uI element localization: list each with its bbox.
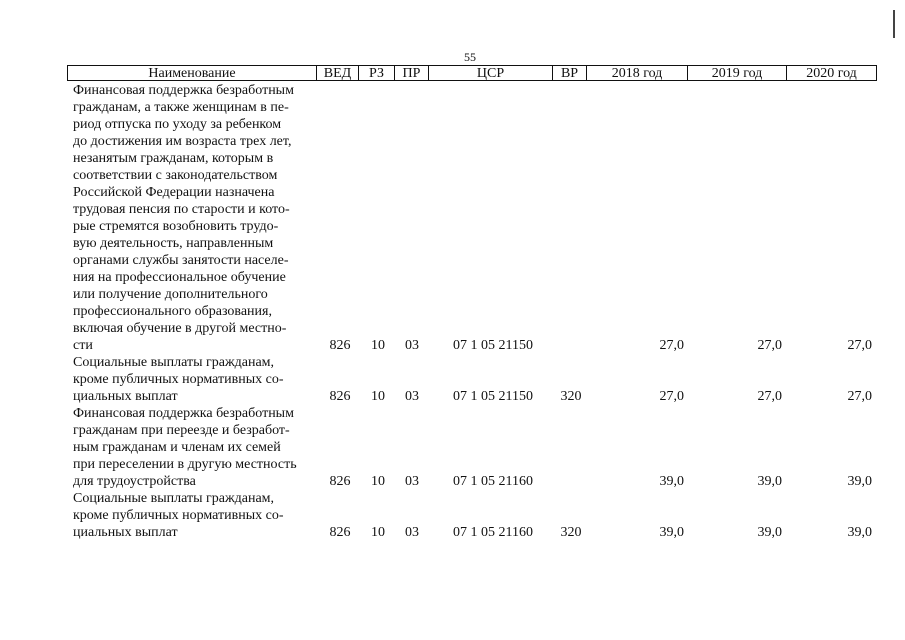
row-name-line: Социальные выплаты гражданам,	[73, 355, 275, 370]
cell-csr: 07 1 05 21150	[453, 338, 533, 353]
cell-2020: 27,0	[847, 338, 872, 353]
row-name-line: незанятым гражданам, которым в	[73, 151, 274, 166]
cell-2020: 27,0	[847, 389, 872, 404]
header-pr: ПР	[395, 66, 429, 80]
cell-pr: 03	[405, 389, 419, 404]
header-2019: 2019 год	[688, 66, 787, 80]
row-name-line: сти	[73, 338, 93, 353]
header-2020: 2020 год	[806, 66, 857, 81]
cell-vr: 320	[560, 389, 582, 404]
row-name-line: профессионального образования,	[73, 304, 272, 319]
row-name-line: рые стремятся возобновить трудо-	[73, 219, 279, 234]
cell-ved: 826	[329, 338, 351, 353]
cell-rz: 10	[371, 474, 385, 489]
cell-ved: 826	[329, 525, 351, 540]
row-name-line: при переселении в другую местность	[73, 457, 297, 472]
page-number: 55	[464, 50, 476, 64]
row-name-line: Финансовая поддержка безработным	[73, 406, 294, 421]
row-name-line: ным гражданам и членам их семей	[73, 440, 281, 455]
row-name-line: или получение дополнительного	[73, 287, 268, 302]
row-name-line: Социальные выплаты гражданам,	[73, 491, 275, 506]
cell-2018: 27,0	[659, 389, 684, 404]
row-name-line: Финансовая поддержка безработным	[73, 83, 294, 98]
cell-rz: 10	[371, 338, 385, 353]
table-header	[67, 65, 877, 81]
row-name-line: риод отпуска по уходу за ребенком	[73, 117, 282, 132]
cell-2020: 39,0	[847, 474, 872, 489]
cell-vr: 320	[560, 525, 582, 540]
cell-2019: 39,0	[757, 525, 782, 540]
row-name-line: для трудоустройства	[73, 474, 196, 489]
cell-2018: 27,0	[659, 338, 684, 353]
row-name-line: циальных выплат	[73, 525, 178, 540]
page-edge-mark	[893, 10, 895, 38]
row-name-line: ния на профессиональное обучение	[73, 270, 286, 285]
cell-csr: 07 1 05 21150	[453, 389, 533, 404]
row-name-line: до достижения им возраста трех лет,	[73, 134, 292, 149]
row-name-line: трудовая пенсия по старости и кото-	[73, 202, 290, 217]
cell-pr: 03	[405, 474, 419, 489]
cell-2020: 39,0	[847, 525, 872, 540]
cell-2019: 27,0	[757, 338, 782, 353]
cell-ved: 826	[329, 474, 351, 489]
cell-2018: 39,0	[659, 525, 684, 540]
row-name-line: гражданам, а также женщинам в пе-	[73, 100, 289, 115]
header-ved: ВЕД	[317, 66, 359, 80]
cell-rz: 10	[371, 389, 385, 404]
row-name-line: соответствии с законодательством	[73, 168, 278, 183]
row-name-line: кроме публичных нормативных со-	[73, 508, 284, 523]
cell-rz: 10	[371, 525, 385, 540]
header-rz: РЗ	[359, 66, 395, 80]
cell-2018: 39,0	[659, 474, 684, 489]
header-name: Наименование	[68, 66, 317, 80]
row-name-line: циальных выплат	[73, 389, 178, 404]
row-name-line: вую деятельность, направленным	[73, 236, 274, 251]
row-name-line: гражданам при переезде и безработ-	[73, 423, 290, 438]
header-csr: ЦСР	[429, 66, 553, 80]
cell-csr: 07 1 05 21160	[453, 474, 533, 489]
row-name-line: Российской Федерации назначена	[73, 185, 275, 200]
cell-csr: 07 1 05 21160	[453, 525, 533, 540]
cell-pr: 03	[405, 525, 419, 540]
cell-2019: 39,0	[757, 474, 782, 489]
row-name-line: включая обучение в другой местно-	[73, 321, 287, 336]
cell-2019: 27,0	[757, 389, 782, 404]
header-2018: 2018 год	[587, 66, 688, 80]
header-vr: ВР	[553, 66, 587, 80]
row-name-line: кроме публичных нормативных со-	[73, 372, 284, 387]
cell-pr: 03	[405, 338, 419, 353]
cell-ved: 826	[329, 389, 351, 404]
row-name-line: органами службы занятости населе-	[73, 253, 289, 268]
